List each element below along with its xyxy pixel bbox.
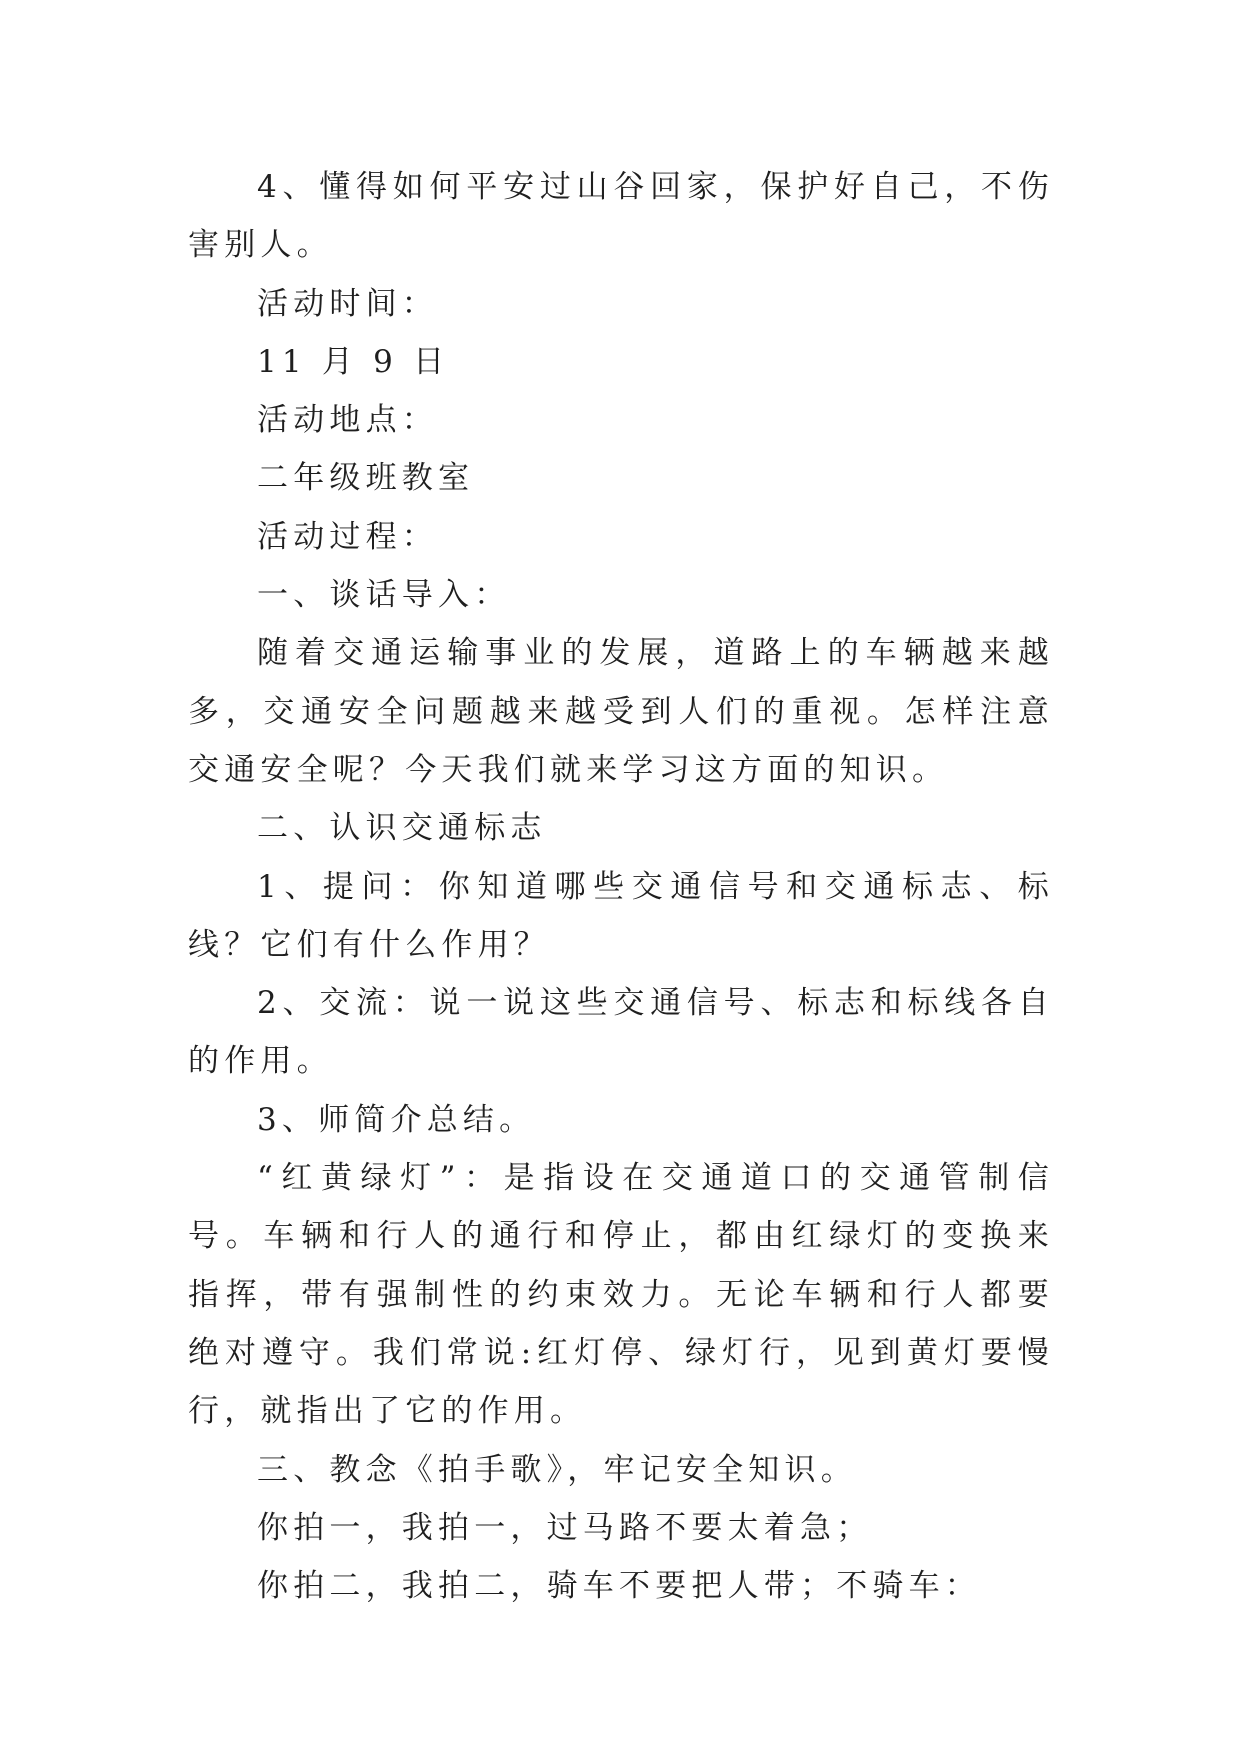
document-body — [188, 158, 1054, 1615]
paragraph-question: 1、提问：你知道哪些交通信号和交通标志、标线？它们有什么作用？ — [188, 868, 1054, 963]
paragraph-goal-4: 4、懂得如何平安过山谷回家，保护好自己，不伤害别人。 — [188, 169, 1054, 264]
section-heading-clapping-song: 三、教念《拍手歌》，牢记安全知识。 — [257, 1451, 857, 1488]
paragraph-activity-date: 11 月 9 日 — [257, 343, 450, 380]
paragraph-traffic-lights: “红黄绿灯”：是指设在交通道口的交通管制信号。车辆和行人的通行和停止，都由红绿灯的变换来指挥，带有强制性的约束效力。无论车辆和行人都要绝对遵守。我们常说:红灯停、绿灯行，见到黄灯要慢行，就指出了它的作用。 — [188, 1160, 1054, 1430]
paragraph-activity-time-label: 活动时间： — [257, 285, 438, 322]
paragraph-discussion: 2、交流：说一说这些交通信号、标志和标线各自的作用。 — [188, 985, 1054, 1080]
paragraph-activity-location-label: 活动地点： — [257, 402, 438, 439]
paragraph-introduction: 随着交通运输事业的发展，道路上的车辆越来越多，交通安全问题越来越受到人们的重视。怎样注意交通安全呢？今天我们就来学习这方面的知识。 — [188, 635, 1054, 788]
song-line-2: 你拍二，我拍二，骑车不要把人带；不骑车： — [257, 1568, 981, 1605]
section-heading-introduction: 一、谈话导入： — [257, 577, 511, 614]
paragraph-summary-label: 3、师简介总结。 — [257, 1101, 536, 1138]
section-heading-traffic-signs: 二、认识交通标志 — [257, 810, 547, 847]
paragraph-activity-location: 二年级班教室 — [257, 460, 475, 497]
paragraph-activity-process-label: 活动过程： — [257, 518, 438, 555]
song-line-1: 你拍一，我拍一，过马路不要太着急； — [257, 1509, 873, 1546]
